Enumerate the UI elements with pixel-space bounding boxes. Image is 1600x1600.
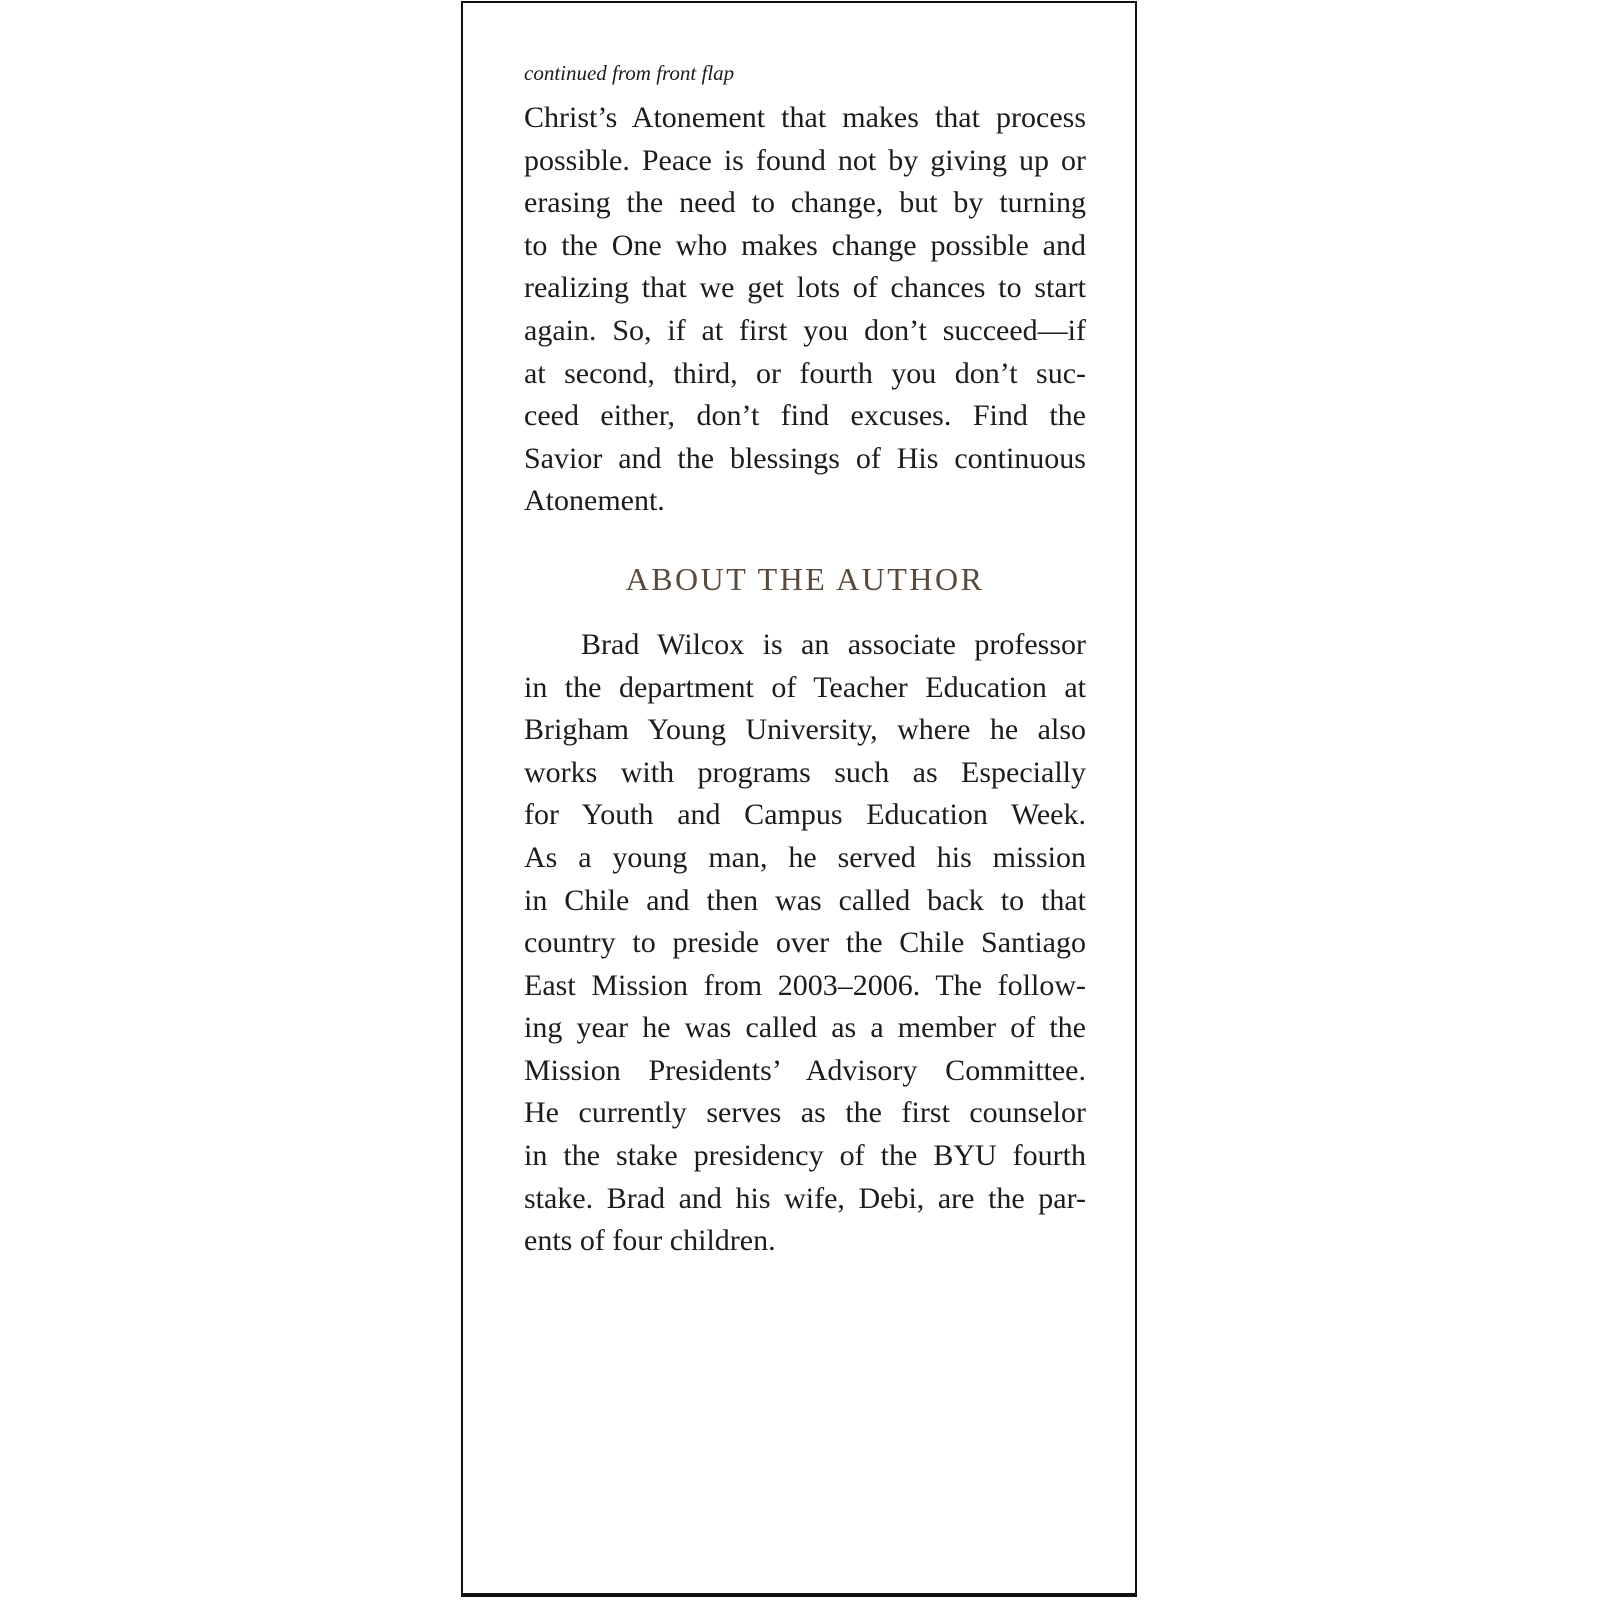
text-line: for Youth and Campus Education Week.: [524, 798, 1086, 832]
text-line: Brad Wilcox is an associate professor: [581, 627, 1086, 661]
text-line: erasing the need to change, but by turning: [524, 186, 1086, 220]
author-bio-paragraph: [524, 624, 1086, 1263]
text-line: ents of four children.: [524, 1224, 776, 1258]
text-line: ing year he was called as a member of the: [524, 1011, 1086, 1045]
about-the-author-heading: ABOUT THE AUTHOR: [625, 560, 985, 597]
text-line: As a young man, he served his mission: [524, 840, 1086, 874]
text-line: country to preside over the Chile Santiago: [524, 926, 1086, 960]
text-line: realizing that we get lots of chances to start: [524, 271, 1086, 305]
flap-content: [463, 60, 1135, 1600]
text-line: Atonement.: [524, 484, 665, 518]
text-line: Savior and the blessings of His continuous: [524, 441, 1086, 475]
text-line: in the department of Teacher Education at: [524, 670, 1086, 704]
text-line: East Mission from 2003–2006. The follow-: [524, 968, 1086, 1002]
text-line: Mission Presidents’ Advisory Committee.: [524, 1053, 1086, 1087]
text-line: ceed either, don’t find excuses. Find the: [524, 399, 1086, 433]
text-line: works with programs such as Especially: [524, 755, 1086, 789]
text-line: in the stake presidency of the BYU fourth: [524, 1139, 1086, 1173]
continued-note: continued from front flap: [524, 61, 735, 85]
text-line: in Chile and then was called back to that: [524, 883, 1086, 917]
text-line: again. So, if at first you don’t succeed—if: [524, 313, 1086, 347]
book-flap-page: [461, 1, 1137, 1597]
atonement-paragraph: [524, 97, 1086, 523]
text-line: Christ’s Atonement that makes that process: [524, 101, 1086, 134]
text-line: to the One who makes change possible and: [524, 228, 1086, 262]
text-line: Brigham Young University, where he also: [524, 713, 1086, 747]
text-line: He currently serves as the first counselor: [524, 1096, 1086, 1130]
text-line: possible. Peace is found not by giving up or: [524, 143, 1086, 177]
text-line: at second, third, or fourth you don’t suc-: [524, 356, 1086, 390]
text-line: stake. Brad and his wife, Debi, are the par-: [524, 1181, 1086, 1215]
